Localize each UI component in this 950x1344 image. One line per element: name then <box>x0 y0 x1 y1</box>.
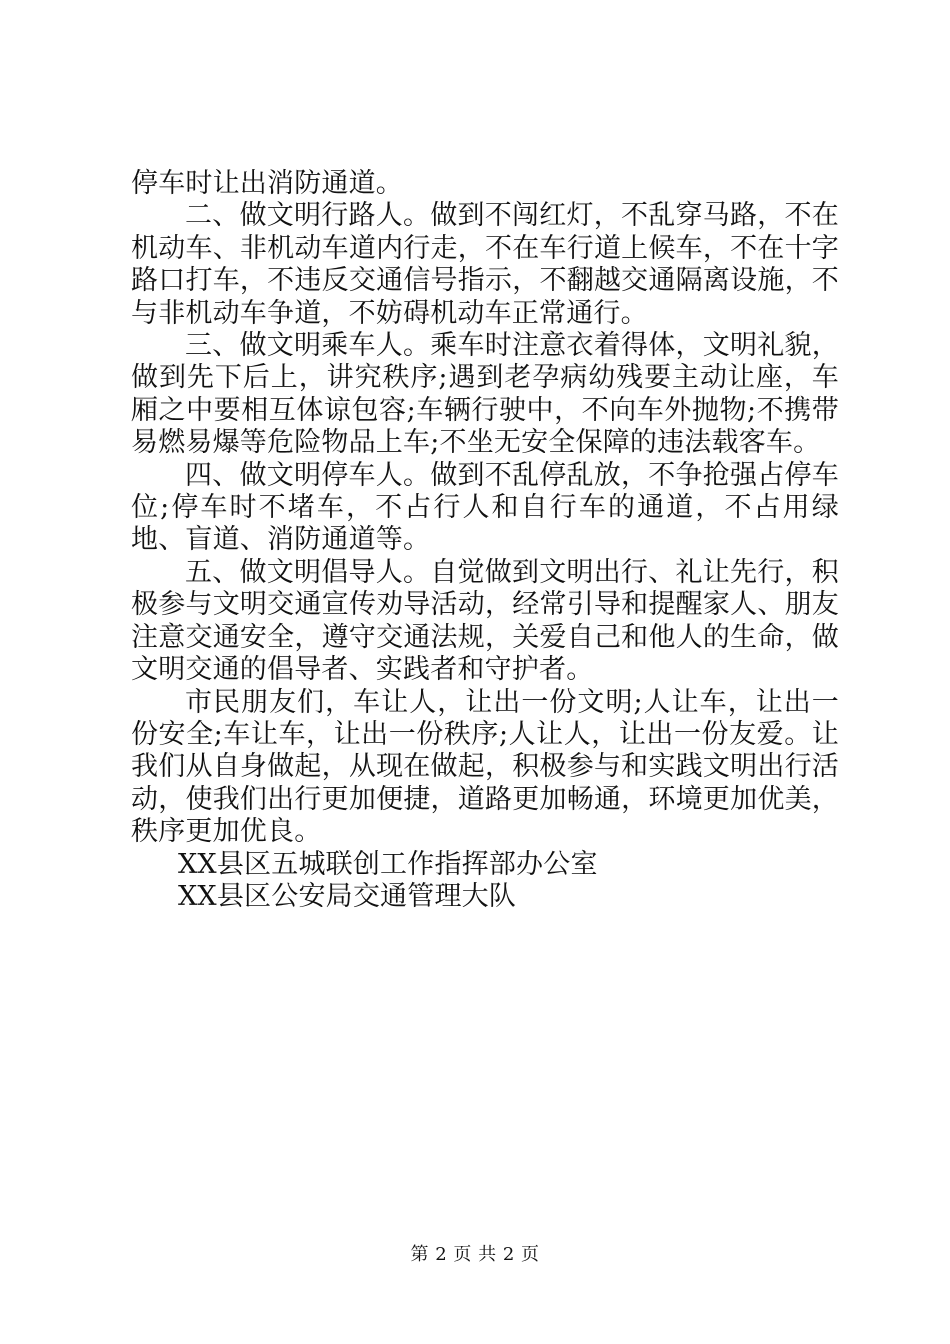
paragraph-advocate: 五、做文明倡导人。自觉做到文明出行、礼让先行，积极参与文明交通宣传劝导活动，经常引导和提醒家人、朋友注意交通安全，遵守交通法规，关爱自己和他人的生命，做文明交通的倡导者、实践者和守护者。 <box>131 556 839 686</box>
paragraph-passenger: 三、做文明乘车人。乘车时注意衣着得体，文明礼貌，做到先下后上，讲究秩序;遇到老孕病幼残要主动让座，车厢之中要相互体谅包容;车辆行驶中，不向车外抛物;不携带易燃易爆等危险物品上车;不坐无安全保障的违法载客车。 <box>131 330 839 459</box>
signature-traffic-brigade: XX县区公安局交通管理大队 <box>178 880 517 912</box>
signature-office: XX县区五城联创工作指挥部办公室 <box>178 848 598 880</box>
document-body <box>131 168 839 913</box>
paragraph-continuation: 停车时让出消防通道。 <box>131 168 403 199</box>
page-footer: 第 2 页 共 2 页 <box>410 1244 540 1265</box>
paragraph-closing-appeal: 市民朋友们，车让人，让出一份文明;人让车，让出一份安全;车让车，让出一份秩序;人让人，让出一份友爱。让我们从自身做起，从现在做起，积极参与和实践文明出行活动，使我们出行更加便捷，道路更加畅通，环境更加优美，秩序更加优良。 <box>131 686 839 848</box>
paragraph-pedestrian: 二、做文明行路人。做到不闯红灯，不乱穿马路，不在机动车、非机动车道内行走，不在车行道上候车，不在十字路口打车，不违反交通信号指示，不翻越交通隔离设施，不与非机动车争道，不妨碍机动车正常通行。 <box>131 200 839 329</box>
paragraph-parking: 四、做文明停车人。做到不乱停乱放，不争抢强占停车位;停车时不堵车，不占行人和自行车的通道，不占用绿地、盲道、消防通道等。 <box>131 459 839 556</box>
